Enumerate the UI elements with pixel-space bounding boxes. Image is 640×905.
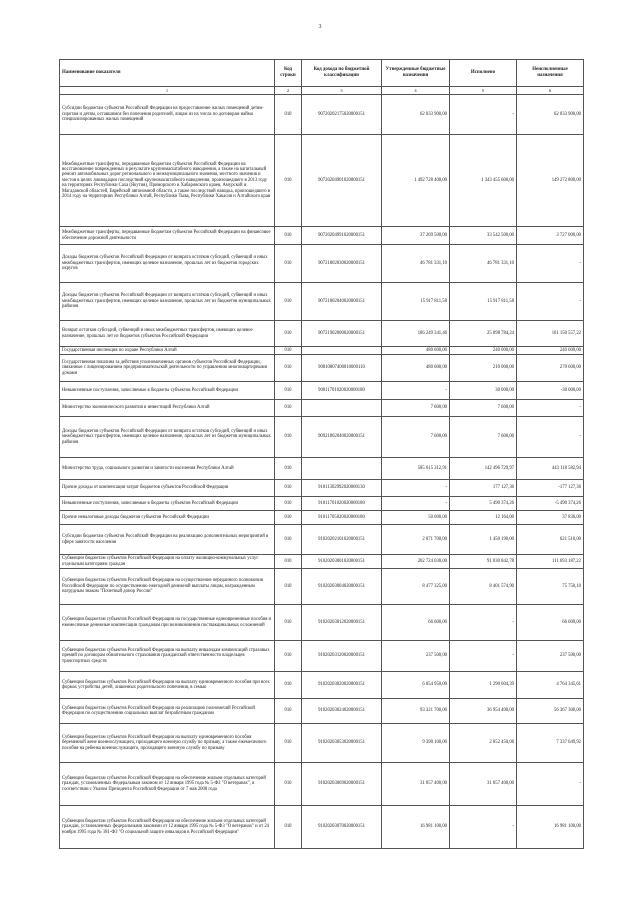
row-unexecuted: 161 150 557,22 [517,321,584,347]
row-budget-code: 91020203012020000151 [302,605,382,641]
row-name: Доходы бюджетов субъектов Российской Федерации от возврата остатков субсидий, субвенций и иных межбюджетных трансфертов, имеющих целевое назначение, прошлых лет из бюджетов муниципальных районов [60,417,275,458]
row-unexecuted: 3 727 000,00 [517,227,584,245]
table-row [60,699,584,724]
row-name: Министерство экономического развития и инвестиций Республики Алтай [60,400,275,417]
row-line-code: 010 [275,321,302,347]
row-budget-code: 90721802030020000151 [302,245,382,283]
row-unexecuted: -30 000,00 [517,382,584,400]
row-executed: 1 343 455 600,00 [450,135,517,227]
row-line-code: 010 [275,227,302,245]
row-executed: 7 600,00 [450,417,517,458]
row-unexecuted: - [517,245,584,283]
row-budget-code: 91020203001020000151 [302,555,382,569]
row-line-code: 010 [275,382,302,400]
column-number: 1 [60,87,275,95]
row-name: Субсидии бюджетам субъектов Российской Федерации на реализацию дополнительных мероприятий в сфере занятости населения [60,525,275,555]
row-approved: - [382,382,450,400]
row-budget-code [302,458,382,480]
table-row [60,227,584,245]
row-approved: 480 600,00 [382,355,450,382]
row-unexecuted: -177 127,36 [517,480,584,497]
row-executed: 210 000,00 [450,355,517,382]
row-budget-code: 90721902000020000151 [302,321,382,347]
row-unexecuted: 62 033 900,00 [517,95,584,135]
row-name: Субвенции бюджетам субъектов Российской Федерации на государственные единовременные пособия и ежемесячные денежные компенсации гражданам при возникновении поствакцинальных осложнений [60,605,275,641]
table-row [60,497,584,511]
row-approved: 186 249 341,46 [382,321,450,347]
row-line-code: 010 [275,400,302,417]
row-executed: 30 000,00 [450,382,517,400]
row-line-code: 010 [275,699,302,724]
row-unexecuted: 270 600,00 [517,355,584,382]
table-row [60,347,584,355]
row-approved: 93 321 700,00 [382,699,450,724]
row-name: Доходы бюджетов субъектов Российской Федерации от возврата остатков субсидий, субвенций и иных межбюджетных трансфертов, имеющих целевое назначение, прошлых лет из бюджетов муниципальных районов [60,283,275,321]
row-approved: 1 492 728 400,00 [382,135,450,227]
row-budget-code: 91020203053020000151 [302,724,382,763]
row-executed: 1 290 604,39 [450,672,517,699]
row-name: Субвенции бюджетам субъектов Российской Федерации на выплату единовременного пособия при всех формах устройства детей, лишенных родительского попечения, в семью [60,672,275,699]
row-line-code: 010 [275,245,302,283]
row-name: Субвенции бюджетам субъектов Российской Федерации на выплату инвалидам компенсаций страховых премий по договорам обязательного страхования гражданской ответственности владельцев транспортных средств [60,641,275,672]
row-budget-code: 91011705020020000180 [302,511,382,525]
row-executed: - [450,605,517,641]
row-budget-code: 91020203020020000151 [302,672,382,699]
table-row [60,417,584,458]
row-approved: - [382,480,450,497]
row-name: Субсидии бюджетам субъектов Российской Федерации на предоставление жилых помещений детям-сиротам и детям, оставшимся без попечения родителей, лицам из их числа по договорам найма специализированных жилых помещений [60,95,275,135]
row-budget-code: 91020203070020000151 [302,806,382,849]
row-unexecuted: 75 750,10 [517,569,584,605]
row-line-code: 010 [275,480,302,497]
column-number: 2 [275,87,302,95]
row-approved: 6 054 950,00 [382,672,450,699]
row-approved: 480 600,00 [382,347,450,355]
row-executed: 12 164,00 [450,511,517,525]
row-executed: 177 127,36 [450,480,517,497]
table-row [60,724,584,763]
table-row [60,95,584,135]
table-row [60,245,584,283]
header-unexecuted: Неисполненные назначения [517,60,584,87]
row-executed: - [450,641,517,672]
table-row [60,605,584,641]
table-row [60,525,584,555]
row-unexecuted: - [517,400,584,417]
row-unexecuted: 111 693 187,22 [517,555,584,569]
row-approved: 7 600,00 [382,417,450,458]
row-unexecuted: 4 764 345,61 [517,672,584,699]
row-line-code: 010 [275,417,302,458]
row-unexecuted: 37 836,00 [517,511,584,525]
row-approved: 31 057 400,00 [382,763,450,806]
row-budget-code: 91020203069020000151 [302,763,382,806]
row-executed: - [450,806,517,849]
row-line-code: 010 [275,763,302,806]
row-approved: 66 600,00 [382,605,450,641]
row-line-code: 010 [275,283,302,321]
budget-execution-table [59,59,584,849]
row-name: Межбюджетные трансферты, передаваемые бюджетам субъектов Российской Федерации на восстановление поврежденных в результате крупномасштабного наводнения, а также на капитальный ремонт автомобильных дорог регионального и межмуниципального значения, местного значения и мостов в целях ликвидации последствий крупномасштабного наводнения, произошедшего в 2013 году на территориях Республики Саха (Якутия), Приморского и Хабаровского краев, Амурской и Магаданской областей, Еврейской автономной области, а также последствий паводка, произошедшего в 2014 году на территориях Республики Алтай, Республики Тыва, Республики Хакасия и Алтайского края [60,135,275,227]
page-number: 3 [318,24,322,30]
row-name: Субвенции бюджетам субъектов Российской Федерации на обеспечение жильем отдельных категорий граждан, установленных Федеральным законом от 12 января 1995 года № 5-ФЗ "О ветеранах", в соответствии с Указом Президента Российской Федерации от 7 мая 2008 года [60,763,275,806]
row-approved: 16 981 100,00 [382,806,450,849]
row-executed: 1 450 190,00 [450,525,517,555]
table-row [60,806,584,849]
row-executed: 31 057 400,00 [450,763,517,806]
table-row [60,641,584,672]
table-row [60,672,584,699]
table-row [60,763,584,806]
row-name: Субвенции бюджетам субъектов Российской Федерации на оплату жилищно-коммунальных услуг отдельным категориям граждан [60,555,275,569]
row-executed: 46 781 331,10 [450,245,517,283]
row-budget-code: 90720204901020000151 [302,135,382,227]
row-budget-code: 91011302992020000130 [302,480,382,497]
row-line-code: 010 [275,511,302,525]
row-executed: 5 490 374,26 [450,497,517,511]
row-executed: 36 954 400,00 [450,699,517,724]
row-line-code: 010 [275,497,302,511]
table-row [60,321,584,347]
row-approved: 46 781 331,10 [382,245,450,283]
row-line-code: 010 [275,135,302,227]
row-name: Министерство труда, социального развития и занятости населения Республики Алтай [60,458,275,480]
row-executed: 7 600,00 [450,400,517,417]
row-name: Субвенции бюджетам субъектов Российской Федерации на выплату единовременного пособия беременной жене военнослужащего, проходящего военную службу по призыву, а также ежемесячного пособия на ребенка военнослужащего, проходящего военную службу по призыву [60,724,275,763]
table-row [60,511,584,525]
row-unexecuted: 56 367 300,00 [517,699,584,724]
row-name: Субвенции бюджетам субъектов Российской Федерации на обеспечение жильем отдельных категорий граждан, установленных федеральными законами от 12 января 1995 года № 5-ФЗ "О ветеранах" и от 24 ноября 1995 года № 181-ФЗ "О социальной защите инвалидов в Российской Федерации" [60,806,275,849]
row-approved: - [382,497,450,511]
row-unexecuted: 7 337 649,92 [517,724,584,763]
row-name: Доходы бюджетов субъектов Российской Федерации от возврата остатков субсидий, субвенций и иных межбюджетных трансфертов, имеющих целевое назначение, прошлых лет из бюджетов городских округов [60,245,275,283]
row-line-code: 010 [275,724,302,763]
row-line-code: 010 [275,569,302,605]
row-approved: 202 724 030,00 [382,555,450,569]
row-line-code: 010 [275,355,302,382]
row-unexecuted: - [517,417,584,458]
row-name: Возврат остатков субсидий, субвенций и иных межбюджетных трансфертов, имеющих целевое назначение, прошлых лет из бюджетов субъектов Российской Федерации [60,321,275,347]
table-row [60,355,584,382]
header-row [60,60,584,87]
row-budget-code: 90721802040020000151 [302,283,382,321]
row-budget-code: 91020203024020000151 [302,699,382,724]
row-unexecuted: 16 981 100,00 [517,806,584,849]
table-row [60,458,584,480]
row-approved: 37 269 500,00 [382,227,450,245]
row-unexecuted: 237 500,00 [517,641,584,672]
row-name: Субвенции бюджетам субъектов Российской Федерации на осуществление переданного полномочия Российской Федерации по осуществлению ежегодной денежной выплаты лицам, награжденным нагрудным знаком "Почетный донор России" [60,569,275,605]
table-row [60,555,584,569]
row-unexecuted: 443 118 582,94 [517,458,584,480]
header-name: Наименование показателя [60,60,275,87]
column-number-row [60,87,584,95]
row-line-code: 010 [275,525,302,555]
row-executed: 142 496 729,97 [450,458,517,480]
row-budget-code: 91020202101020000151 [302,525,382,555]
table-row [60,400,584,417]
table-row [60,283,584,321]
table-row [60,480,584,497]
row-executed: 240 000,00 [450,347,517,355]
row-executed: - [450,95,517,135]
row-executed: 25 098 784,24 [450,321,517,347]
row-unexecuted: 66 600,00 [517,605,584,641]
row-budget-code: 90921802040020000151 [302,417,382,458]
row-executed: 2 052 450,08 [450,724,517,763]
row-approved: 8 477 325,00 [382,569,450,605]
row-approved: 62 033 900,00 [382,95,450,135]
row-name: Государственная инспекция по охране Республики Алтай [60,347,275,355]
row-executed: 15 917 811,58 [450,283,517,321]
table-row [60,569,584,605]
row-approved: 7 600,00 [382,400,450,417]
row-unexecuted: - [517,763,584,806]
row-approved: 585 615 312,91 [382,458,450,480]
row-budget-code [302,347,382,355]
row-name: Прочие доходы от компенсации затрат бюджетов субъектов Российской Федерации [60,480,275,497]
row-approved: 9 390 100,00 [382,724,450,763]
row-line-code: 010 [275,641,302,672]
row-name: Субвенции бюджетам субъектов Российской Федерации на реализацию полномочий Российской Федерации по осуществлению социальных выплат безработным гражданам [60,699,275,724]
column-number: 5 [450,87,517,95]
row-executed: 8 401 574,90 [450,569,517,605]
row-name: Прочие неналоговые доходы бюджетов субъектов Российской Федерации [60,511,275,525]
row-approved: 50 000,00 [382,511,450,525]
row-approved: 237 500,00 [382,641,450,672]
row-budget-code: 91020203120020000151 [302,641,382,672]
header-code-line: Код строки [275,60,302,87]
column-number: 3 [302,87,382,95]
row-name: Межбюджетные трансферты, передаваемые бюджетам субъектов Российской Федерации на финансовое обеспечение дорожной деятельности [60,227,275,245]
row-unexecuted: -5 490 374,26 [517,497,584,511]
header-code-budget: Код дохода по бюджетной классификации [302,60,382,87]
row-unexecuted: 621 510,00 [517,525,584,555]
row-line-code: 010 [275,555,302,569]
row-budget-code: 91011701020020000180 [302,497,382,511]
row-line-code: 010 [275,458,302,480]
row-approved: 2 071 700,00 [382,525,450,555]
row-unexecuted: 149 272 800,00 [517,135,584,227]
row-budget-code [302,400,382,417]
column-number: 6 [517,87,584,95]
row-budget-code: 90810807400010000110 [302,355,382,382]
row-name: Невыясненные поступления, зачисляемые в бюджеты субъектов Российской Федерации [60,382,275,400]
table-row [60,135,584,227]
row-line-code: 010 [275,605,302,641]
row-line-code: 010 [275,806,302,849]
row-budget-code: 91020203004020000151 [302,569,382,605]
table-row [60,382,584,400]
row-line-code: 010 [275,672,302,699]
row-name: Невыясненные поступления, зачисляемые в бюджеты субъектов Российской Федерации [60,497,275,511]
row-budget-code: 90720202175020000151 [302,95,382,135]
row-unexecuted: - [517,283,584,321]
header-approved: Утвержденные бюджетные назначения [382,60,450,87]
row-name: Государственная пошлина за действия уполномоченных органов субъектов Российской Федерации, связанные с лицензированием предпринимательской деятельности по управлению многоквартирными домами [60,355,275,382]
row-unexecuted: 240 600,00 [517,347,584,355]
header-executed: Исполнено [450,60,517,87]
row-line-code: 010 [275,347,302,355]
row-approved: 15 917 811,58 [382,283,450,321]
row-executed: 91 030 842,78 [450,555,517,569]
row-line-code: 010 [275,95,302,135]
row-budget-code: 90811701020020000180 [302,382,382,400]
row-executed: 33 542 500,00 [450,227,517,245]
row-budget-code: 90720204991020000151 [302,227,382,245]
column-number: 4 [382,87,450,95]
